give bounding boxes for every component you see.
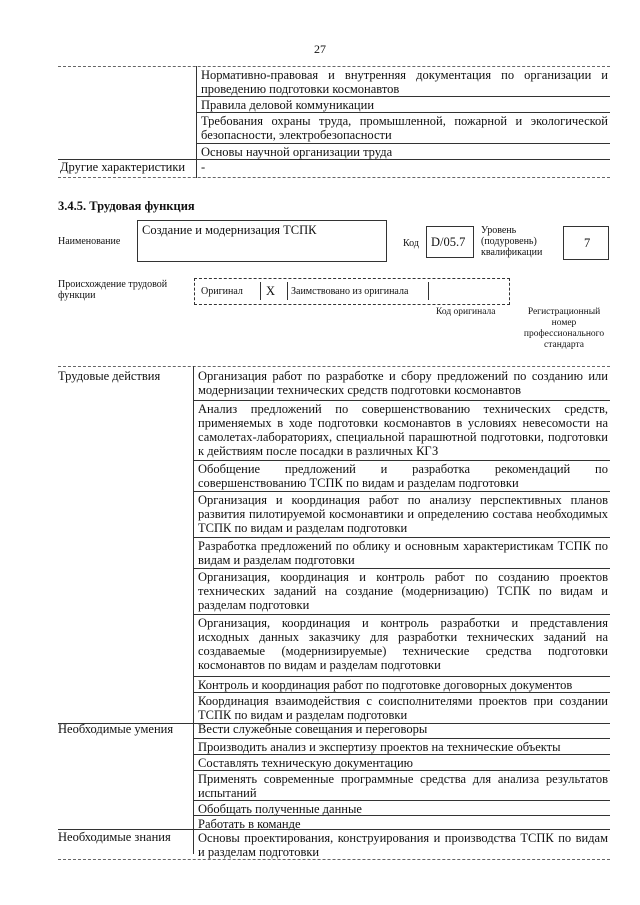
knowledge-label: Необходимые знания xyxy=(58,830,171,844)
level-label: Уровень (подуровень) квалификации xyxy=(481,225,543,258)
original-label: Оригинал xyxy=(201,286,243,297)
other-characteristics-label: Другие характеристики xyxy=(60,160,186,174)
code-label: Код xyxy=(403,238,419,249)
name-value: Создание и модернизация ТСПК xyxy=(142,223,317,237)
list-item: Организация, координация и контроль работ по созданию проектов технических заданий на создание (модернизацию) ТСПК по видам и разделам подготовки xyxy=(198,570,608,612)
skills-label: Необходимые умения xyxy=(58,722,174,736)
list-item: Обобщение предложений и разработка рекомендаций по совершенствованию ТСПК по видам и разделам подготовки xyxy=(198,462,608,490)
code-original-label: Код оригинала xyxy=(436,307,496,317)
list-item: Составлять техническую документацию xyxy=(198,756,414,770)
name-label: Наименование xyxy=(58,236,121,247)
table-row: Нормативно-правовая и внутренняя документация по организации и проведению подготовки космонавтов xyxy=(201,68,608,96)
list-item: Контроль и координация работ по подготовке договорных документов xyxy=(198,678,573,692)
code-value: D/05.7 xyxy=(431,235,466,249)
other-characteristics-value: - xyxy=(201,160,206,174)
level-box xyxy=(563,226,609,260)
origin-label: Происхождение трудовой функции xyxy=(58,279,168,301)
original-mark: X xyxy=(266,284,276,298)
name-box xyxy=(137,220,387,262)
page-number: 27 xyxy=(314,42,326,56)
list-item: Работать в команде xyxy=(198,817,301,831)
list-item: Основы проектирования, конструирования и производства ТСПК по видам и разделам подготовки xyxy=(198,831,608,859)
labor-actions-label: Трудовые действия xyxy=(58,369,161,383)
list-item: Обобщать полученные данные xyxy=(198,802,362,816)
list-item: Применять современные программные средства для анализа результатов испытаний xyxy=(198,772,608,800)
table-row: Требования охраны труда, промышленной, пожарной и экологической безопасности, электробезопасности xyxy=(201,114,608,142)
list-item: Организация работ по разработке и сбору предложений по созданию или модернизации технических средств подготовки космонавтов xyxy=(198,369,608,397)
list-item: Организация, координация и контроль разработки и представления исходных данных заказчику для разработки технических заданий на создаваемые (модернизируемые) технические средства подготовки космонавтов по видам и разделам подготовки xyxy=(198,616,608,672)
level-value: 7 xyxy=(584,236,591,250)
list-item: Вести служебные совещания и переговоры xyxy=(198,722,428,736)
list-item: Координация взаимодействия с соисполнителями проектов при создании ТСПК по видам и разделам подготовки xyxy=(198,694,608,722)
list-item: Организация и координация работ по анализу перспективных планов развития пилотируемой космонавтики и определению состава необходимых ТСПК по видам и разделам подготовки xyxy=(198,493,608,535)
borrowed-label: Заимствовано из оригинала xyxy=(291,286,409,297)
section-heading: 3.4.5. Трудовая функция xyxy=(58,199,195,213)
list-item: Разработка предложений по облику и основным характеристикам ТСПК по видам и разделам подготовки xyxy=(198,539,608,567)
table-row: Правила деловой коммуникации xyxy=(201,98,375,112)
list-item: Производить анализ и экспертизу проектов на технические объекты xyxy=(198,740,561,754)
code-box xyxy=(426,226,474,258)
table-row: Основы научной организации труда xyxy=(201,145,393,159)
reg-number-label: Регистрационный номер профессионального стандарта xyxy=(523,307,605,350)
list-item: Анализ предложений по совершенствованию технических средств, применяемых в ходе подготовки космонавтов в условиях невесомости на самолетах-лабораториях, специальной парашютной подготовки, подготовки к действиям после посадки в различных КГЗ xyxy=(198,402,608,458)
